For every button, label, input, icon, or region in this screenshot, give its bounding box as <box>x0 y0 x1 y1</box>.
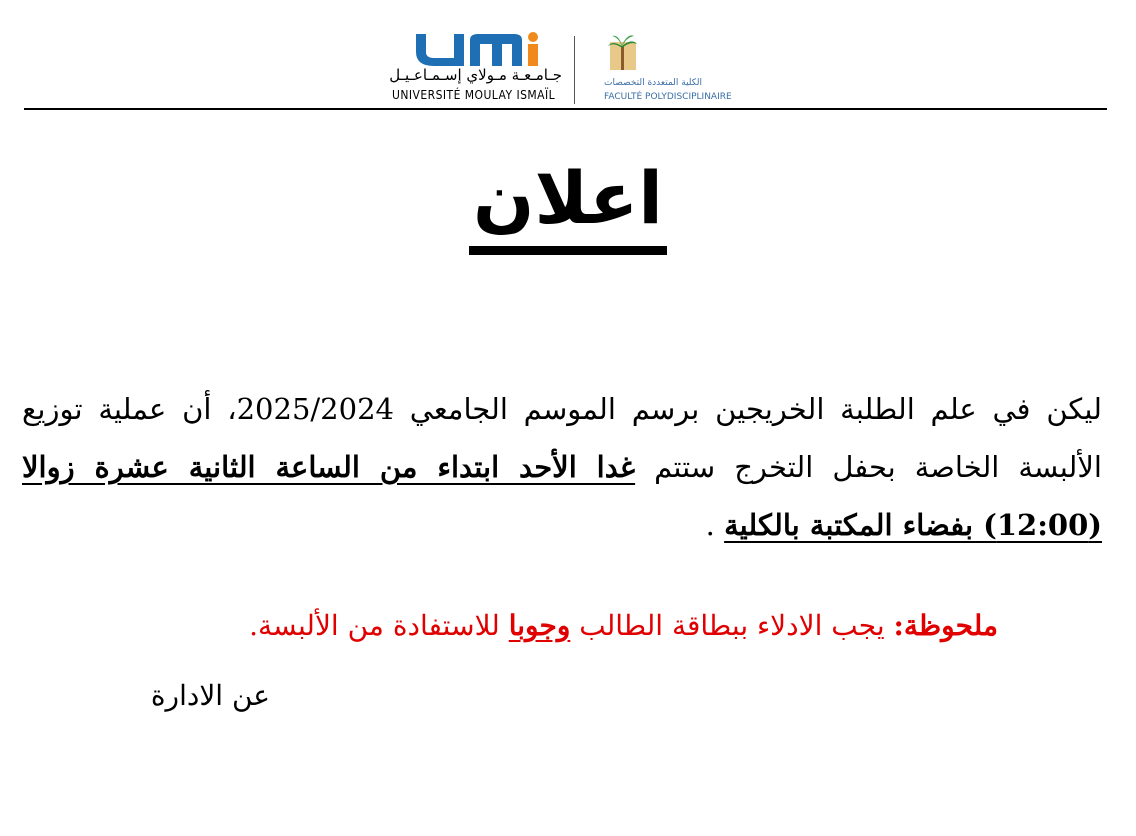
faculty-name-arabic: الكلية المتعددة التخصصات <box>604 78 702 88</box>
note-label: ملحوظة: <box>893 609 998 642</box>
umi-logo-mark <box>414 32 554 66</box>
faculty-logo <box>596 32 746 106</box>
note-text-part1: يجب الادلاء ببطاقة الطالب <box>570 609 894 642</box>
page-header <box>24 28 1107 110</box>
logo-divider <box>574 36 575 104</box>
announcement-note <box>22 600 998 652</box>
body-emphasis: غدا الأحد ابتداء من الساعة الثانية عشرة زوالا (12:00) بفضاء المكتبة بالكلية <box>22 450 1102 542</box>
palm-tree-logo-icon <box>604 32 640 74</box>
faculty-name-french: FACULTÉ POLYDISCIPLINAIRE <box>604 92 732 102</box>
university-name-french: UNIVERSITÉ MOULAY ISMAÏL <box>392 88 556 102</box>
university-name-arabic: جـامـعـة مـولاي إسـمـاعـيـل <box>389 66 562 84</box>
body-text-part2: . <box>705 508 725 542</box>
note-text-part2: للاستفادة من الألبسة. <box>249 609 509 642</box>
signature: عن الادارة <box>150 679 270 712</box>
announcement-title-text: اعلان <box>469 150 667 255</box>
note-underlined-word: وجوبا <box>508 609 571 642</box>
university-logo <box>384 32 574 106</box>
body-text-part1: ليكن في علم الطلبة الخريجين برسم الموسم الجامعي 2025/2024، أن عملية توزيع الألبسة الخاصة بحفل التخرج ستتم <box>22 392 1103 484</box>
announcement-title <box>0 150 1136 255</box>
announcement-body <box>22 380 1102 554</box>
